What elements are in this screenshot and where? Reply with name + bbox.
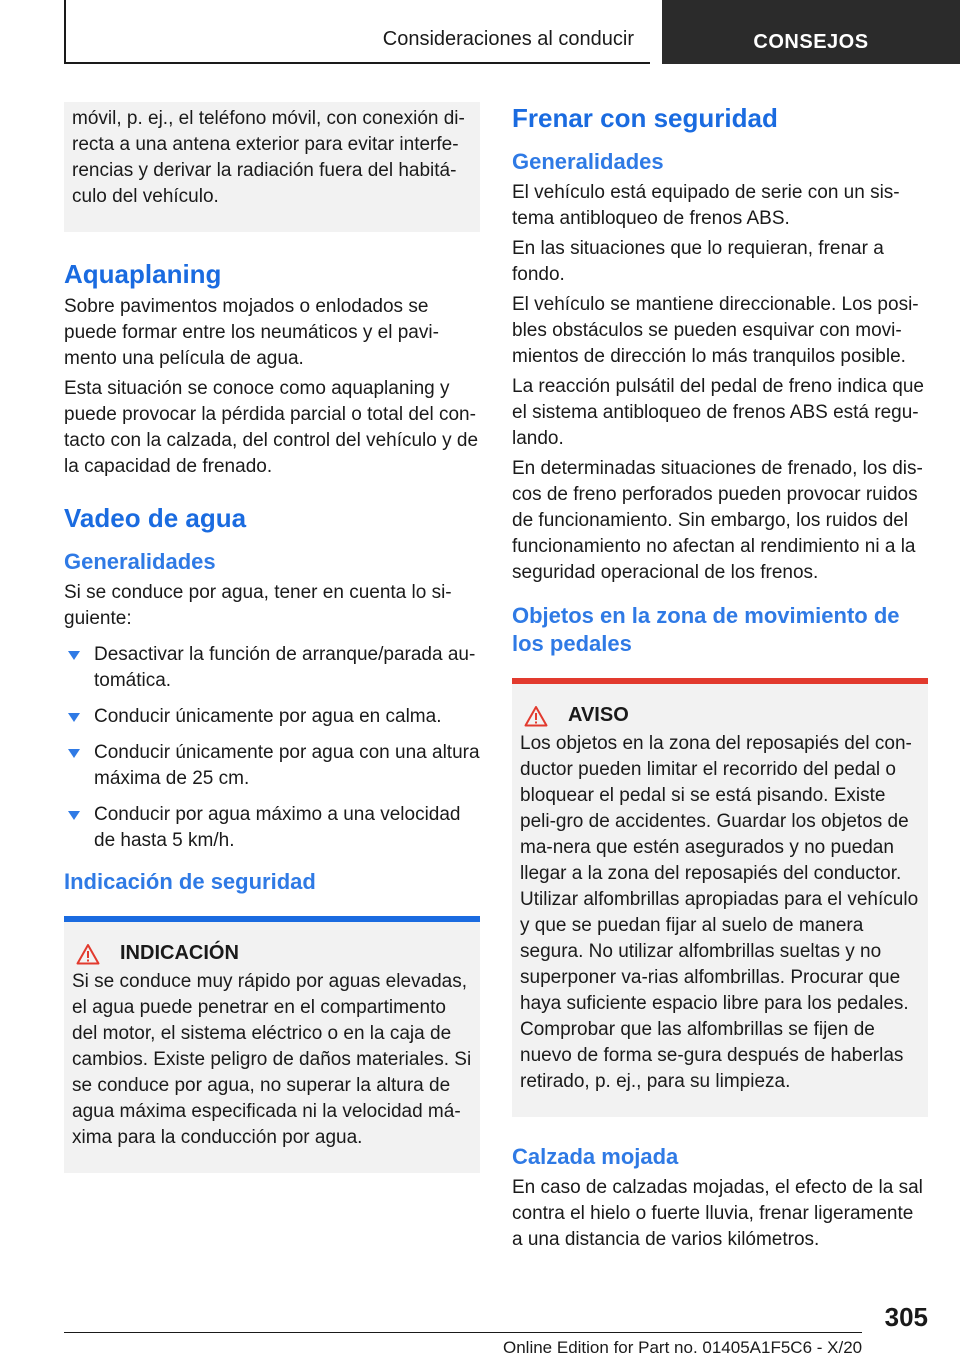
header-left-rule (64, 0, 66, 64)
list-item: Desactivar la función de arranque/parada au-tomática. (64, 642, 480, 694)
chapter-title: CONSEJOS (753, 31, 869, 53)
list-item: Conducir únicamente por agua con una altura máxima de 25 cm. (64, 740, 480, 792)
section-title: Consideraciones al conducir (382, 28, 634, 50)
continued-text-box (64, 102, 480, 232)
frenar-subheading: Generalidades (512, 149, 664, 174)
aquaplaning-para-1: Sobre pavimentos mojados o enlodados se puede formar entre los neumáticos y el pavi-mento una película de agua. (64, 296, 439, 369)
warning-text: Los objetos en la zona del reposapiés del con-ductor pueden limitar el recorrido del pedal o bloquear el pedal si se está pisando. Existe peli-gro de accidentes. Guardar los objetos de ma-nera que estén asegurados y no puedan llegar a la zona del reposapiés del conductor. Utilizar alfombrillas apropiadas para el vehículo y que se puedan fijar al suelo de manera segura. No utilizar alfombrillas sueltas y no superponer va-rias alfombrillas. Procurar que haya suficiente espacio libre para los pedales. Comprobar que las alfombrillas se fijen de nuevo de forma se-gura después de haberlas retirado, p. ej., para su limpieza. (520, 733, 919, 1092)
page-number: 305 (884, 1302, 928, 1332)
chapter-tab (662, 0, 960, 64)
warning-triangle-icon (524, 705, 548, 727)
list-item: Conducir únicamente por agua en calma. (64, 704, 480, 730)
right-column (512, 102, 928, 1257)
triangle-bullet-icon (68, 651, 80, 660)
frenar-heading: Frenar con seguridad (512, 103, 778, 133)
warning-box (512, 678, 928, 1117)
vadeo-heading: Vadeo de agua (64, 503, 247, 533)
aquaplaning-heading: Aquaplaning (64, 259, 222, 289)
continued-text: móvil, p. ej., el teléfono móvil, con conexión di-recta a una antena exterior para evitar interfe-rencias y derivar la radiación fuera del habitá-culo del vehículo. (72, 108, 465, 207)
header-bottom-rule (64, 62, 650, 64)
notice-box (64, 916, 480, 1173)
calzada-text: En caso de calzadas mojadas, el efecto de la sal contra el hielo o fuerte lluvia, frenar ligeramente a una distancia de varios kilómetros. (512, 1177, 923, 1250)
safety-heading: Indicación de seguridad (64, 869, 316, 894)
notice-label: INDICACIÓN (120, 942, 239, 964)
triangle-bullet-icon (68, 713, 80, 722)
warning-label: AVISO (568, 704, 629, 726)
left-column (64, 102, 480, 1173)
calzada-heading: Calzada mojada (512, 1144, 679, 1169)
vadeo-subheading: Generalidades (64, 549, 216, 574)
vadeo-bullet-list (64, 642, 480, 854)
frenar-para: En las situaciones que lo requieran, frenar a fondo. (512, 238, 884, 285)
frenar-para: El vehículo se mantiene direccionable. Los posi-bles obstáculos se pueden esquivar con movi-mientos de dirección lo más tranquilos posible. (512, 294, 919, 367)
footer-rule (64, 1332, 862, 1333)
list-item: Conducir por agua máximo a una velocidad de hasta 5 km/h. (64, 802, 480, 854)
triangle-bullet-icon (68, 749, 80, 758)
notice-text: Si se conduce muy rápido por aguas elevadas, el agua puede penetrar en el compartimento del motor, el sistema eléctrico o en la caja de cambios. Existe peligro de daños materiales. Si se conduce por agua, no superar la altura de agua máxima especificada ni la velocidad má-xima para la conducción por agua. (72, 971, 472, 1148)
warning-triangle-icon (76, 943, 100, 965)
frenar-para: El vehículo está equipado de serie con un sis-tema antibloqueo de frenos ABS. (512, 182, 900, 229)
vadeo-intro: Si se conduce por agua, tener en cuenta lo si-guiente: (64, 582, 452, 629)
frenar-para: La reacción pulsátil del pedal de freno indica que el sistema antibloqueo de frenos ABS está regu-lando. (512, 376, 924, 449)
triangle-bullet-icon (68, 811, 80, 820)
aquaplaning-para-2: Esta situación se conoce como aquaplaning y puede provocar la pérdida parcial o total del con-tacto con la calzada, del control del vehículo y de la capacidad de frenado. (64, 378, 479, 477)
frenar-para: En determinadas situaciones de frenado, los dis-cos de freno perforados pueden provocar ruidos de funcionamiento. Sin embargo, los ruidos del funcionamiento no afectan al rendimiento ni a la seguridad operacional de los frenos. (512, 458, 923, 583)
objetos-heading: Objetos en la zona de movimiento de los pedales (512, 603, 900, 656)
edition-footer: Online Edition for Part no. 01405A1F5C6 - X/20 (503, 1338, 863, 1357)
